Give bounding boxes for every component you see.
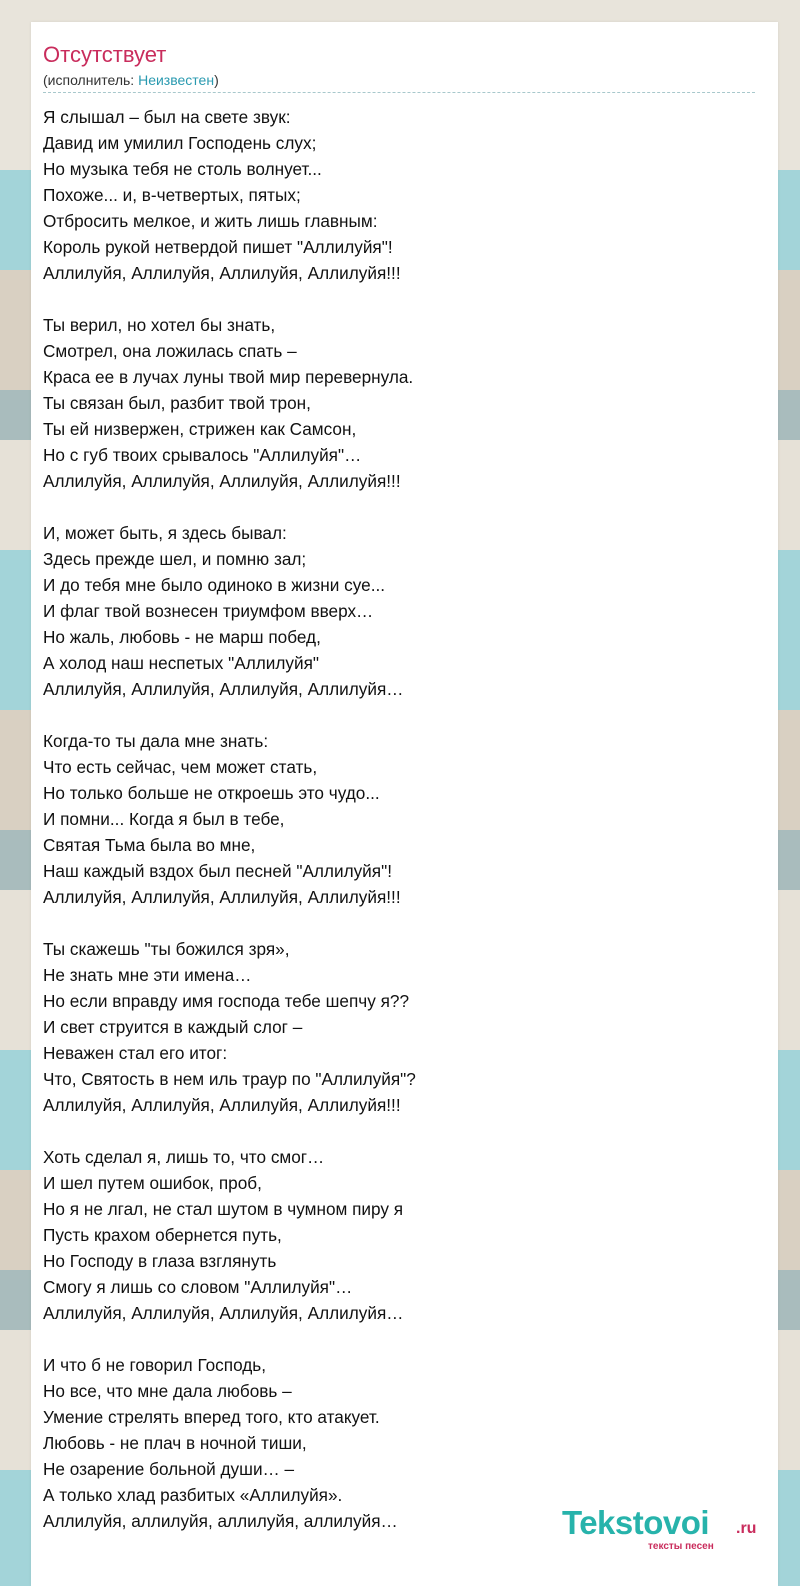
lyric-line: Аллилуйя, Аллилуйя, Аллилуйя, Аллилуйя… xyxy=(43,679,404,699)
lyric-line: Ты скажешь "ты божился зря», xyxy=(43,939,290,959)
lyric-line: Ты связан был, разбит твой трон, xyxy=(43,393,311,413)
logo-tagline: тексты песен xyxy=(648,1541,714,1552)
lyric-line: Аллилуйя, аллилуйя, аллилуйя, аллилуйя… xyxy=(43,1511,398,1531)
lyric-line: Неважен стал его итог: xyxy=(43,1043,228,1063)
lyric-line: Любовь - не плач в ночной тиши, xyxy=(43,1433,307,1453)
lyric-line: Наш каждый вздох был песней "Аллилуйя"! xyxy=(43,861,392,881)
lyric-line: Не знать мне эти имена… xyxy=(43,965,252,985)
lyrics-stanza xyxy=(43,1144,763,1326)
lyric-line: Но только больше не откроешь это чудо... xyxy=(43,783,380,803)
lyric-line: Давид им умилил Господень слух; xyxy=(43,133,317,153)
artist-line xyxy=(43,72,219,88)
song-title: Отсутствует xyxy=(43,42,167,67)
lyric-line: Ты ей низвержен, стрижен как Самсон, xyxy=(43,419,357,439)
artist-link[interactable]: Неизвестен xyxy=(138,72,215,88)
artist-suffix: ) xyxy=(214,72,219,88)
lyric-line: Но я не лгал, не стал шутом в чумном пиру я xyxy=(43,1199,404,1219)
site-logo[interactable] xyxy=(562,1504,776,1560)
lyric-line: И что б не говорил Господь, xyxy=(43,1355,267,1375)
lyric-line: И помни... Когда я был в тебе, xyxy=(43,809,285,829)
lyric-line: Ты верил, но хотел бы знать, xyxy=(43,315,276,335)
lyrics-stanza xyxy=(43,312,763,494)
lyric-line: Но музыка тебя не столь волнует... xyxy=(43,159,322,179)
lyric-line: Аллилуйя, Аллилуйя, Аллилуйя, Аллилуйя!!! xyxy=(43,471,401,491)
lyric-line: А холод наш неспетых "Аллилуйя" xyxy=(43,653,320,673)
title-divider xyxy=(43,92,755,93)
lyric-line: И свет струится в каждый слог – xyxy=(43,1017,303,1037)
lyric-line: И до тебя мне было одиноко в жизни суе... xyxy=(43,575,386,595)
artist-prefix: (исполнитель: xyxy=(43,72,139,88)
lyric-line: Смогу я лишь со словом "Аллилуйя"… xyxy=(43,1277,353,1297)
lyric-line: Что, Святость в нем иль траур по "Аллилуйя"? xyxy=(43,1069,416,1089)
lyric-line: Аллилуйя, Аллилуйя, Аллилуйя, Аллилуйя… xyxy=(43,1303,404,1323)
lyric-line: Но если вправду имя господа тебе шепчу я?? xyxy=(43,991,410,1011)
lyric-line: Отбросить мелкое, и жить лишь главным: xyxy=(43,211,378,231)
lyric-line: Умение стрелять вперед того, кто атакует. xyxy=(43,1407,380,1427)
lyric-line: Но все, что мне дала любовь – xyxy=(43,1381,292,1401)
lyric-line: Пусть крахом обернется путь, xyxy=(43,1225,282,1245)
lyric-line: Здесь прежде шел, и помню зал; xyxy=(43,549,307,569)
lyric-line: Святая Тьма была во мне, xyxy=(43,835,256,855)
lyric-line: Хоть сделал я, лишь то, что смог… xyxy=(43,1147,325,1167)
lyric-line: Смотрел, она ложилась спать – xyxy=(43,341,297,361)
lyric-line: Но с губ твоих срывалось "Аллилуйя"… xyxy=(43,445,362,465)
lyric-line: И флаг твой вознесен триумфом вверх… xyxy=(43,601,374,621)
lyric-line: Что есть сейчас, чем может стать, xyxy=(43,757,318,777)
lyric-line: Похоже... и, в-четвертых, пятых; xyxy=(43,185,301,205)
lyric-line: Но жаль, любовь - не марш побед, xyxy=(43,627,321,647)
lyrics-stanza xyxy=(43,520,763,702)
logo-domain: .ru xyxy=(736,1520,757,1537)
lyrics-stanza xyxy=(43,936,763,1118)
lyric-line: Краса ее в лучах луны твой мир перевернула. xyxy=(43,367,414,387)
logo-wordmark: Tekstovoi xyxy=(562,1504,710,1541)
lyric-line: И, может быть, я здесь бывал: xyxy=(43,523,287,543)
lyric-line: Когда-то ты дала мне знать: xyxy=(43,731,269,751)
lyrics-stanza xyxy=(43,728,763,910)
lyric-line: Не озарение больной души… – xyxy=(43,1459,295,1479)
lyric-line: Я слышал – был на свете звук: xyxy=(43,107,291,127)
lyric-line: Аллилуйя, Аллилуйя, Аллилуйя, Аллилуйя!!! xyxy=(43,1095,401,1115)
lyric-line: Король рукой нетвердой пишет "Аллилуйя"! xyxy=(43,237,393,257)
lyric-line: Аллилуйя, Аллилуйя, Аллилуйя, Аллилуйя!!! xyxy=(43,887,401,907)
lyrics-card xyxy=(31,22,778,1586)
lyric-line: А только хлад разбитых «Аллилуйя». xyxy=(43,1485,343,1505)
lyric-line: Но Господу в глаза взглянуть xyxy=(43,1251,277,1271)
lyrics-stanza xyxy=(43,104,763,286)
lyric-line: И шел путем ошибок, проб, xyxy=(43,1173,262,1193)
lyrics-text xyxy=(43,104,763,1560)
lyric-line: Аллилуйя, Аллилуйя, Аллилуйя, Аллилуйя!!! xyxy=(43,263,401,283)
